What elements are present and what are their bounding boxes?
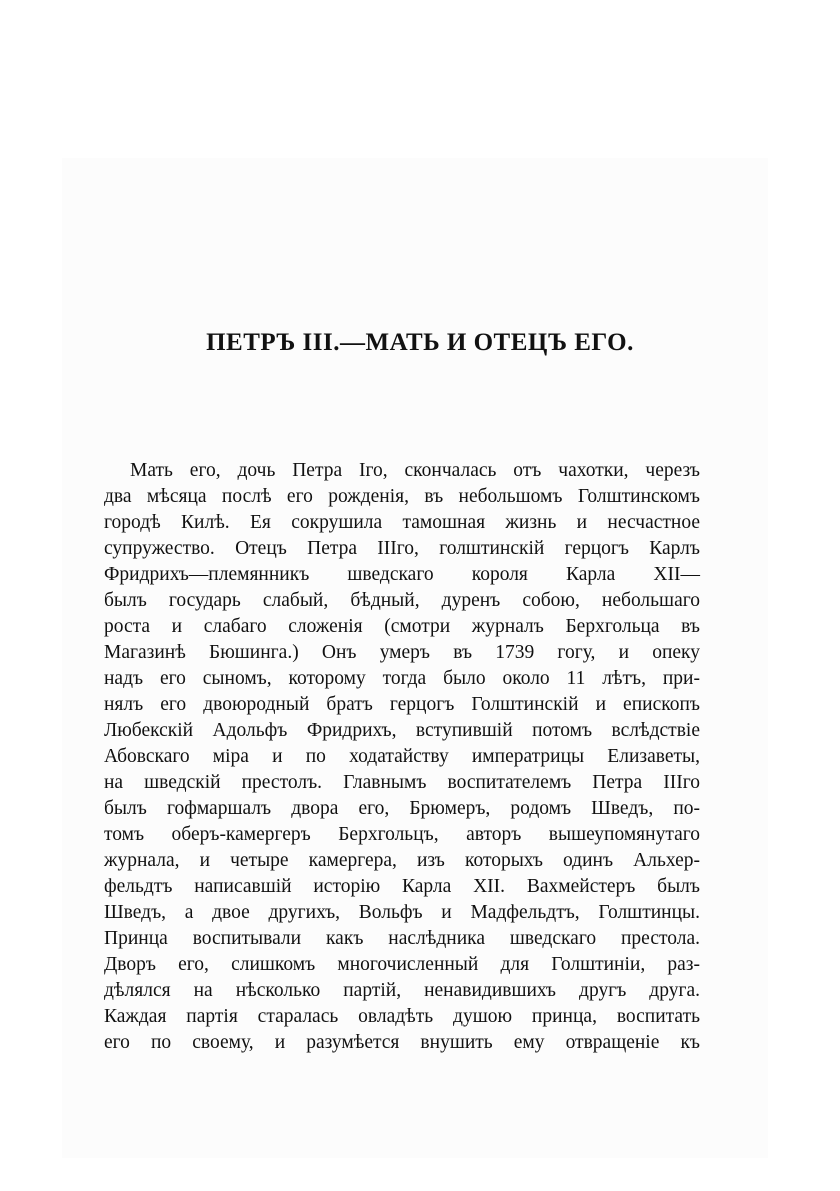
text-line: Каждая партія старалась овладѣть душою принца, воспитать [104,1006,700,1027]
text-line: Мать его, дочь Петра Iго, скончалась отъ чахотки, черезъ [130,460,700,481]
text-line: городѣ Килѣ. Ея сокрушила тамошная жизнь и несчастное [104,512,700,533]
text-line: фельдтъ написавшій исторію Карла XII. Вахмейстеръ былъ [104,876,700,897]
text-line: надъ его сыномъ, которому тогда было около 11 лѣтъ, при- [104,668,700,689]
text-line: дѣлялся на нѣсколько партій, ненавидившихъ другъ друга. [104,980,700,1001]
text-line: томъ оберъ-камергеръ Берхгольцъ, авторъ вышеупомянутаго [104,824,700,845]
text-line: роста и слабаго сложенія (смотри журналъ Берхгольца въ [104,616,700,637]
text-line: Абовскаго міра и по ходатайству императрицы Елизаветы, [104,746,700,767]
text-line: Дворъ его, слишкомъ многочисленный для Голштиніи, раз- [104,954,700,975]
text-line: нялъ его двоюродный братъ герцогъ Голштинскій и епископъ [104,694,700,715]
text-line: его по своему, и разумѣется внушить ему отвращеніе къ [104,1032,700,1053]
text-line: журнала, и четыре камергера, изъ которыхъ одинъ Альхер- [104,850,700,871]
text-line: на шведскій престолъ. Главнымъ воспитателемъ Петра IIIго [104,772,700,793]
chapter-title: ПЕТРЪ III.—МАТЬ И ОТЕЦЪ ЕГО. [206,328,634,356]
text-line: Любекскій Адольфъ Фридрихъ, вступившій потомъ вслѣдствіе [104,720,700,741]
text-line: былъ государь слабый, бѣдный, дуренъ собою, небольшаго [104,590,700,611]
text-line: Принца воспитывали какъ наслѣдника шведскаго престола. [104,928,700,949]
text-line: Фридрихъ—племянникъ шведскаго короля Карла XII— [104,564,700,585]
text-line: супружество. Отецъ Петра IIIго, голштинскій герцогъ Карлъ [104,538,700,559]
text-line: два мѣсяца послѣ его рожденія, въ небольшомъ Голштинскомъ [104,486,700,507]
text-line: Магазинѣ Бюшинга.) Онъ умеръ въ 1739 гогу, и опеку [104,642,700,663]
text-line: Шведъ, а двое другихъ, Вольфъ и Мадфельдтъ, Голштинцы. [104,902,700,923]
text-line: былъ гофмаршалъ двора его, Брюмеръ, родомъ Шведъ, по- [104,798,700,819]
